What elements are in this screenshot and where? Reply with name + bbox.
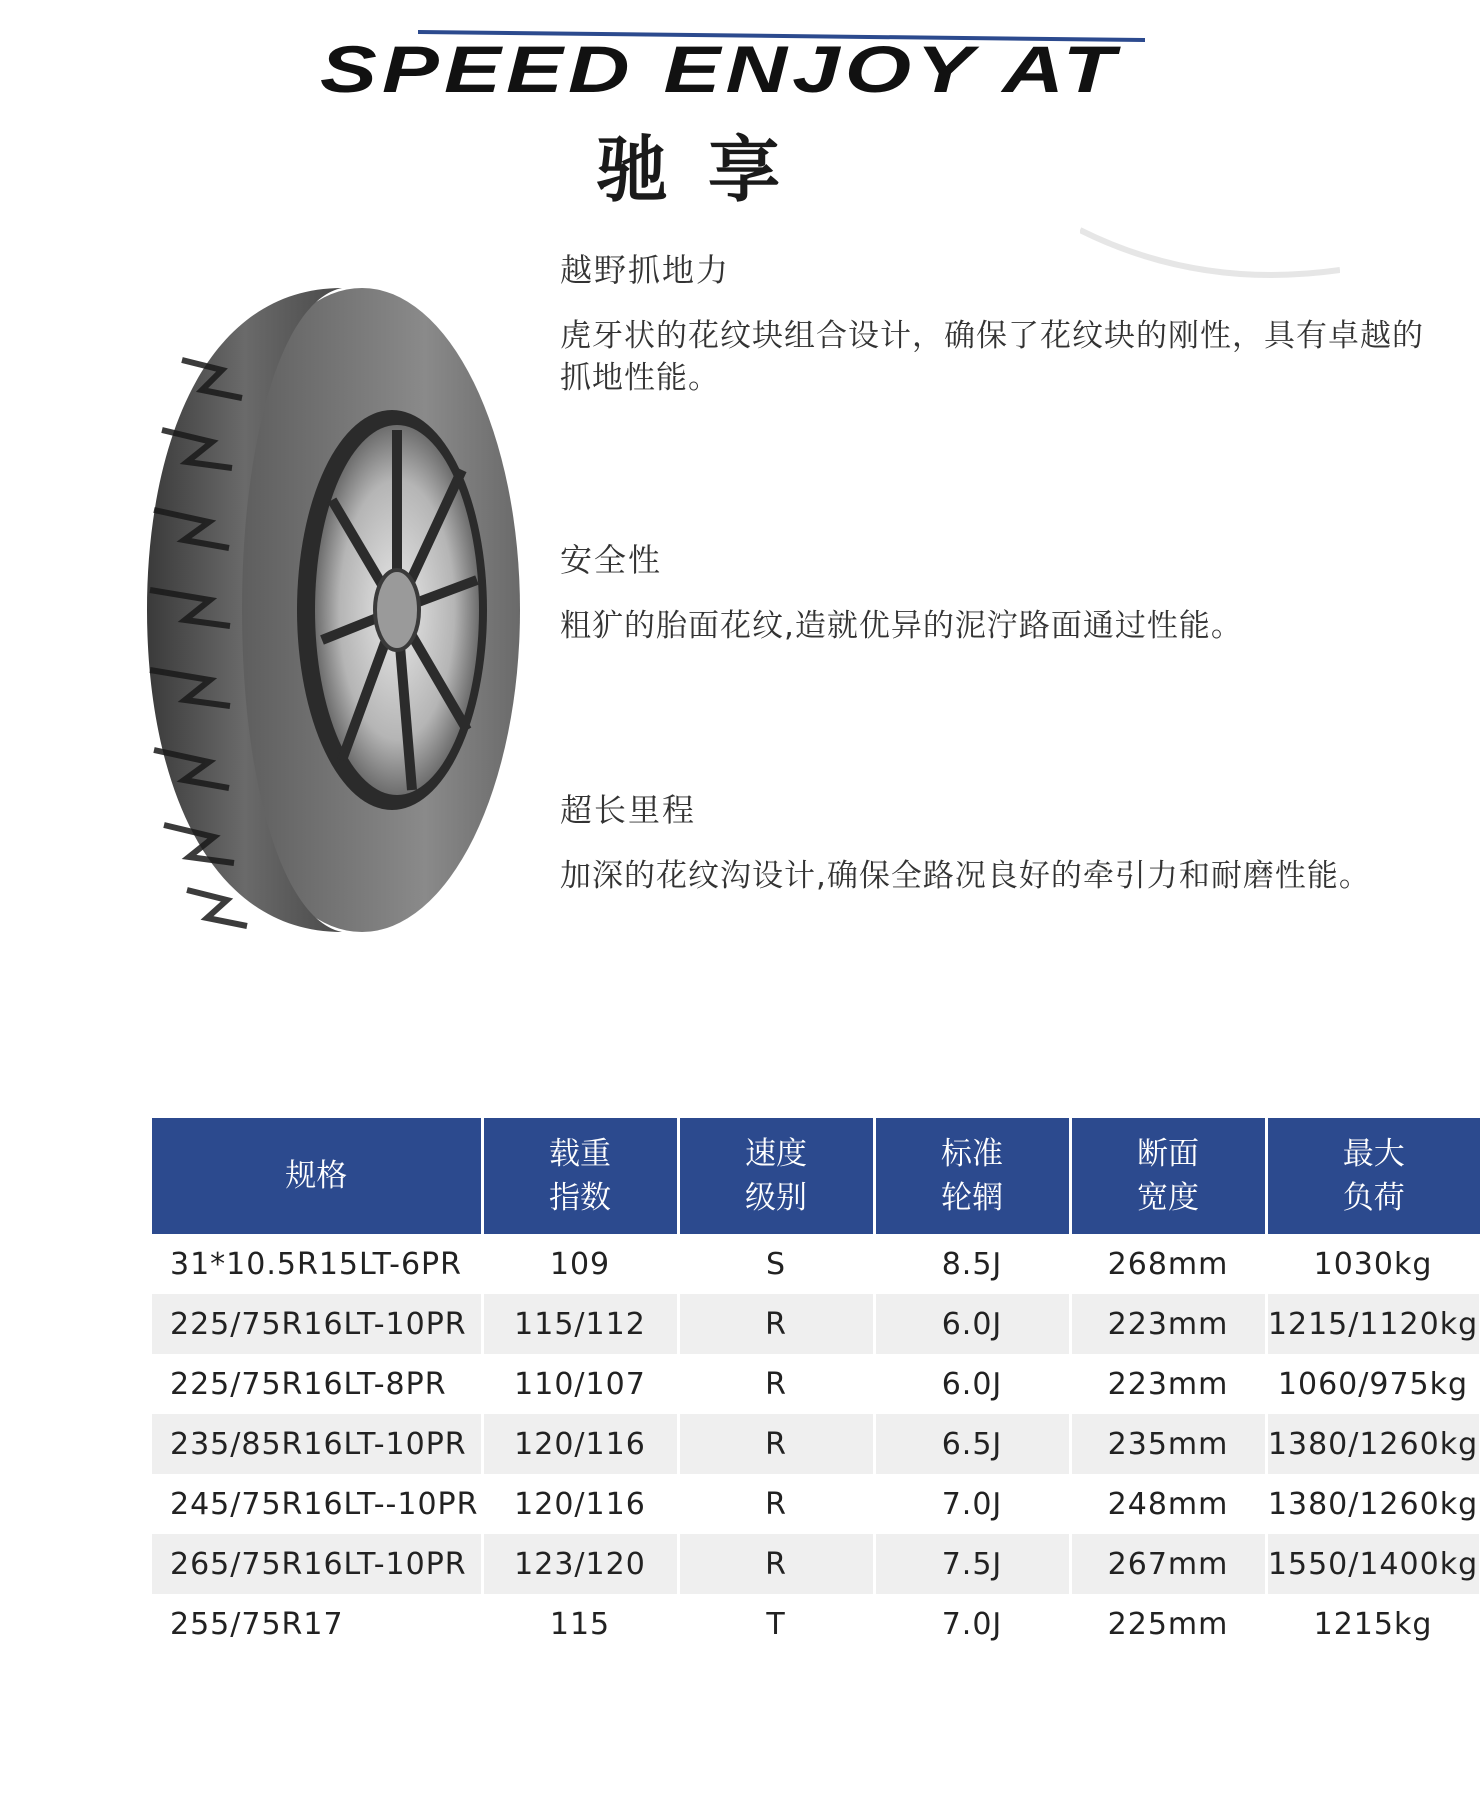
cell-load-index: 115/112 xyxy=(482,1294,678,1354)
cell-rim: 6.0J xyxy=(874,1294,1070,1354)
cell-load-index: 115 xyxy=(482,1594,678,1654)
cell-spec: 265/75R16LT-10PR xyxy=(152,1534,482,1594)
cell-width: 223mm xyxy=(1070,1294,1266,1354)
table-row xyxy=(152,1474,1480,1534)
cell-spec: 255/75R17 xyxy=(152,1594,482,1654)
cell-speed: R xyxy=(678,1354,874,1414)
cell-rim: 6.0J xyxy=(874,1354,1070,1414)
cell-width: 225mm xyxy=(1070,1594,1266,1654)
header-spec: 规格 xyxy=(152,1118,482,1234)
cell-spec: 31*10.5R15LT-6PR xyxy=(152,1234,482,1294)
header-max-load: 最大 负荷 xyxy=(1266,1118,1480,1234)
cell-spec: 245/75R16LT--10PR xyxy=(152,1474,482,1534)
header-standard-rim: 标准 轮辋 xyxy=(874,1118,1070,1234)
feature-grip xyxy=(560,245,1460,396)
cell-speed: T xyxy=(678,1594,874,1654)
cell-spec: 235/85R16LT-10PR xyxy=(152,1414,482,1474)
feature-desc: 加深的花纹沟设计,确保全路况良好的牵引力和耐磨性能。 xyxy=(560,858,1371,894)
rim-hub xyxy=(375,570,419,650)
cell-max-load: 1380/1260kg xyxy=(1266,1474,1480,1534)
table-row xyxy=(152,1234,1480,1294)
cell-load-index: 120/116 xyxy=(482,1474,678,1534)
header-load-index: 载重 指数 xyxy=(482,1118,678,1234)
feature-safety xyxy=(560,535,1460,644)
header-speed-rating: 速度 级别 xyxy=(678,1118,874,1234)
feature-title: 安全性 xyxy=(560,541,663,579)
cell-max-load: 1215/1120kg xyxy=(1266,1294,1480,1354)
cell-rim: 7.5J xyxy=(874,1534,1070,1594)
feature-mileage xyxy=(560,785,1460,894)
spec-table xyxy=(152,1118,1482,1654)
cell-speed: R xyxy=(678,1474,874,1534)
logo-text: SPEED ENJOY AT xyxy=(320,32,1121,106)
cell-max-load: 1060/975kg xyxy=(1266,1354,1480,1414)
table-row xyxy=(152,1354,1480,1414)
cell-width: 268mm xyxy=(1070,1234,1266,1294)
cell-load-index: 110/107 xyxy=(482,1354,678,1414)
cell-speed: R xyxy=(678,1414,874,1474)
feature-desc: 虎牙状的花纹块组合设计，确保了花纹块的刚性，具有卓越的抓地性能。 xyxy=(560,318,1424,396)
table-row xyxy=(152,1294,1480,1354)
cell-max-load: 1380/1260kg xyxy=(1266,1414,1480,1474)
cell-speed: S xyxy=(678,1234,874,1294)
cell-speed: R xyxy=(678,1294,874,1354)
table-header-row xyxy=(152,1118,1480,1234)
cell-load-index: 123/120 xyxy=(482,1534,678,1594)
cell-speed: R xyxy=(678,1534,874,1594)
cell-load-index: 109 xyxy=(482,1234,678,1294)
cell-max-load: 1215kg xyxy=(1266,1594,1480,1654)
feature-desc: 粗犷的胎面花纹,造就优异的泥泞路面通过性能。 xyxy=(560,608,1243,644)
table-row xyxy=(152,1414,1480,1474)
cell-rim: 6.5J xyxy=(874,1414,1070,1474)
header-section-width: 断面 宽度 xyxy=(1070,1118,1266,1234)
cell-rim: 7.0J xyxy=(874,1594,1070,1654)
cell-load-index: 120/116 xyxy=(482,1414,678,1474)
cell-width: 235mm xyxy=(1070,1414,1266,1474)
cell-max-load: 1030kg xyxy=(1266,1234,1480,1294)
product-cn-name: 驰享 xyxy=(596,128,821,212)
table-row xyxy=(152,1594,1480,1654)
table-row xyxy=(152,1534,1480,1594)
cell-rim: 8.5J xyxy=(874,1234,1070,1294)
cell-width: 223mm xyxy=(1070,1354,1266,1414)
cell-spec: 225/75R16LT-8PR xyxy=(152,1354,482,1414)
cell-width: 267mm xyxy=(1070,1534,1266,1594)
brand-logo xyxy=(300,22,1160,122)
feature-title: 越野抓地力 xyxy=(560,251,731,289)
cell-width: 248mm xyxy=(1070,1474,1266,1534)
cell-spec: 225/75R16LT-10PR xyxy=(152,1294,482,1354)
feature-title: 超长里程 xyxy=(560,791,697,829)
tire-image xyxy=(142,280,522,940)
cell-max-load: 1550/1400kg xyxy=(1266,1534,1480,1594)
cell-rim: 7.0J xyxy=(874,1474,1070,1534)
